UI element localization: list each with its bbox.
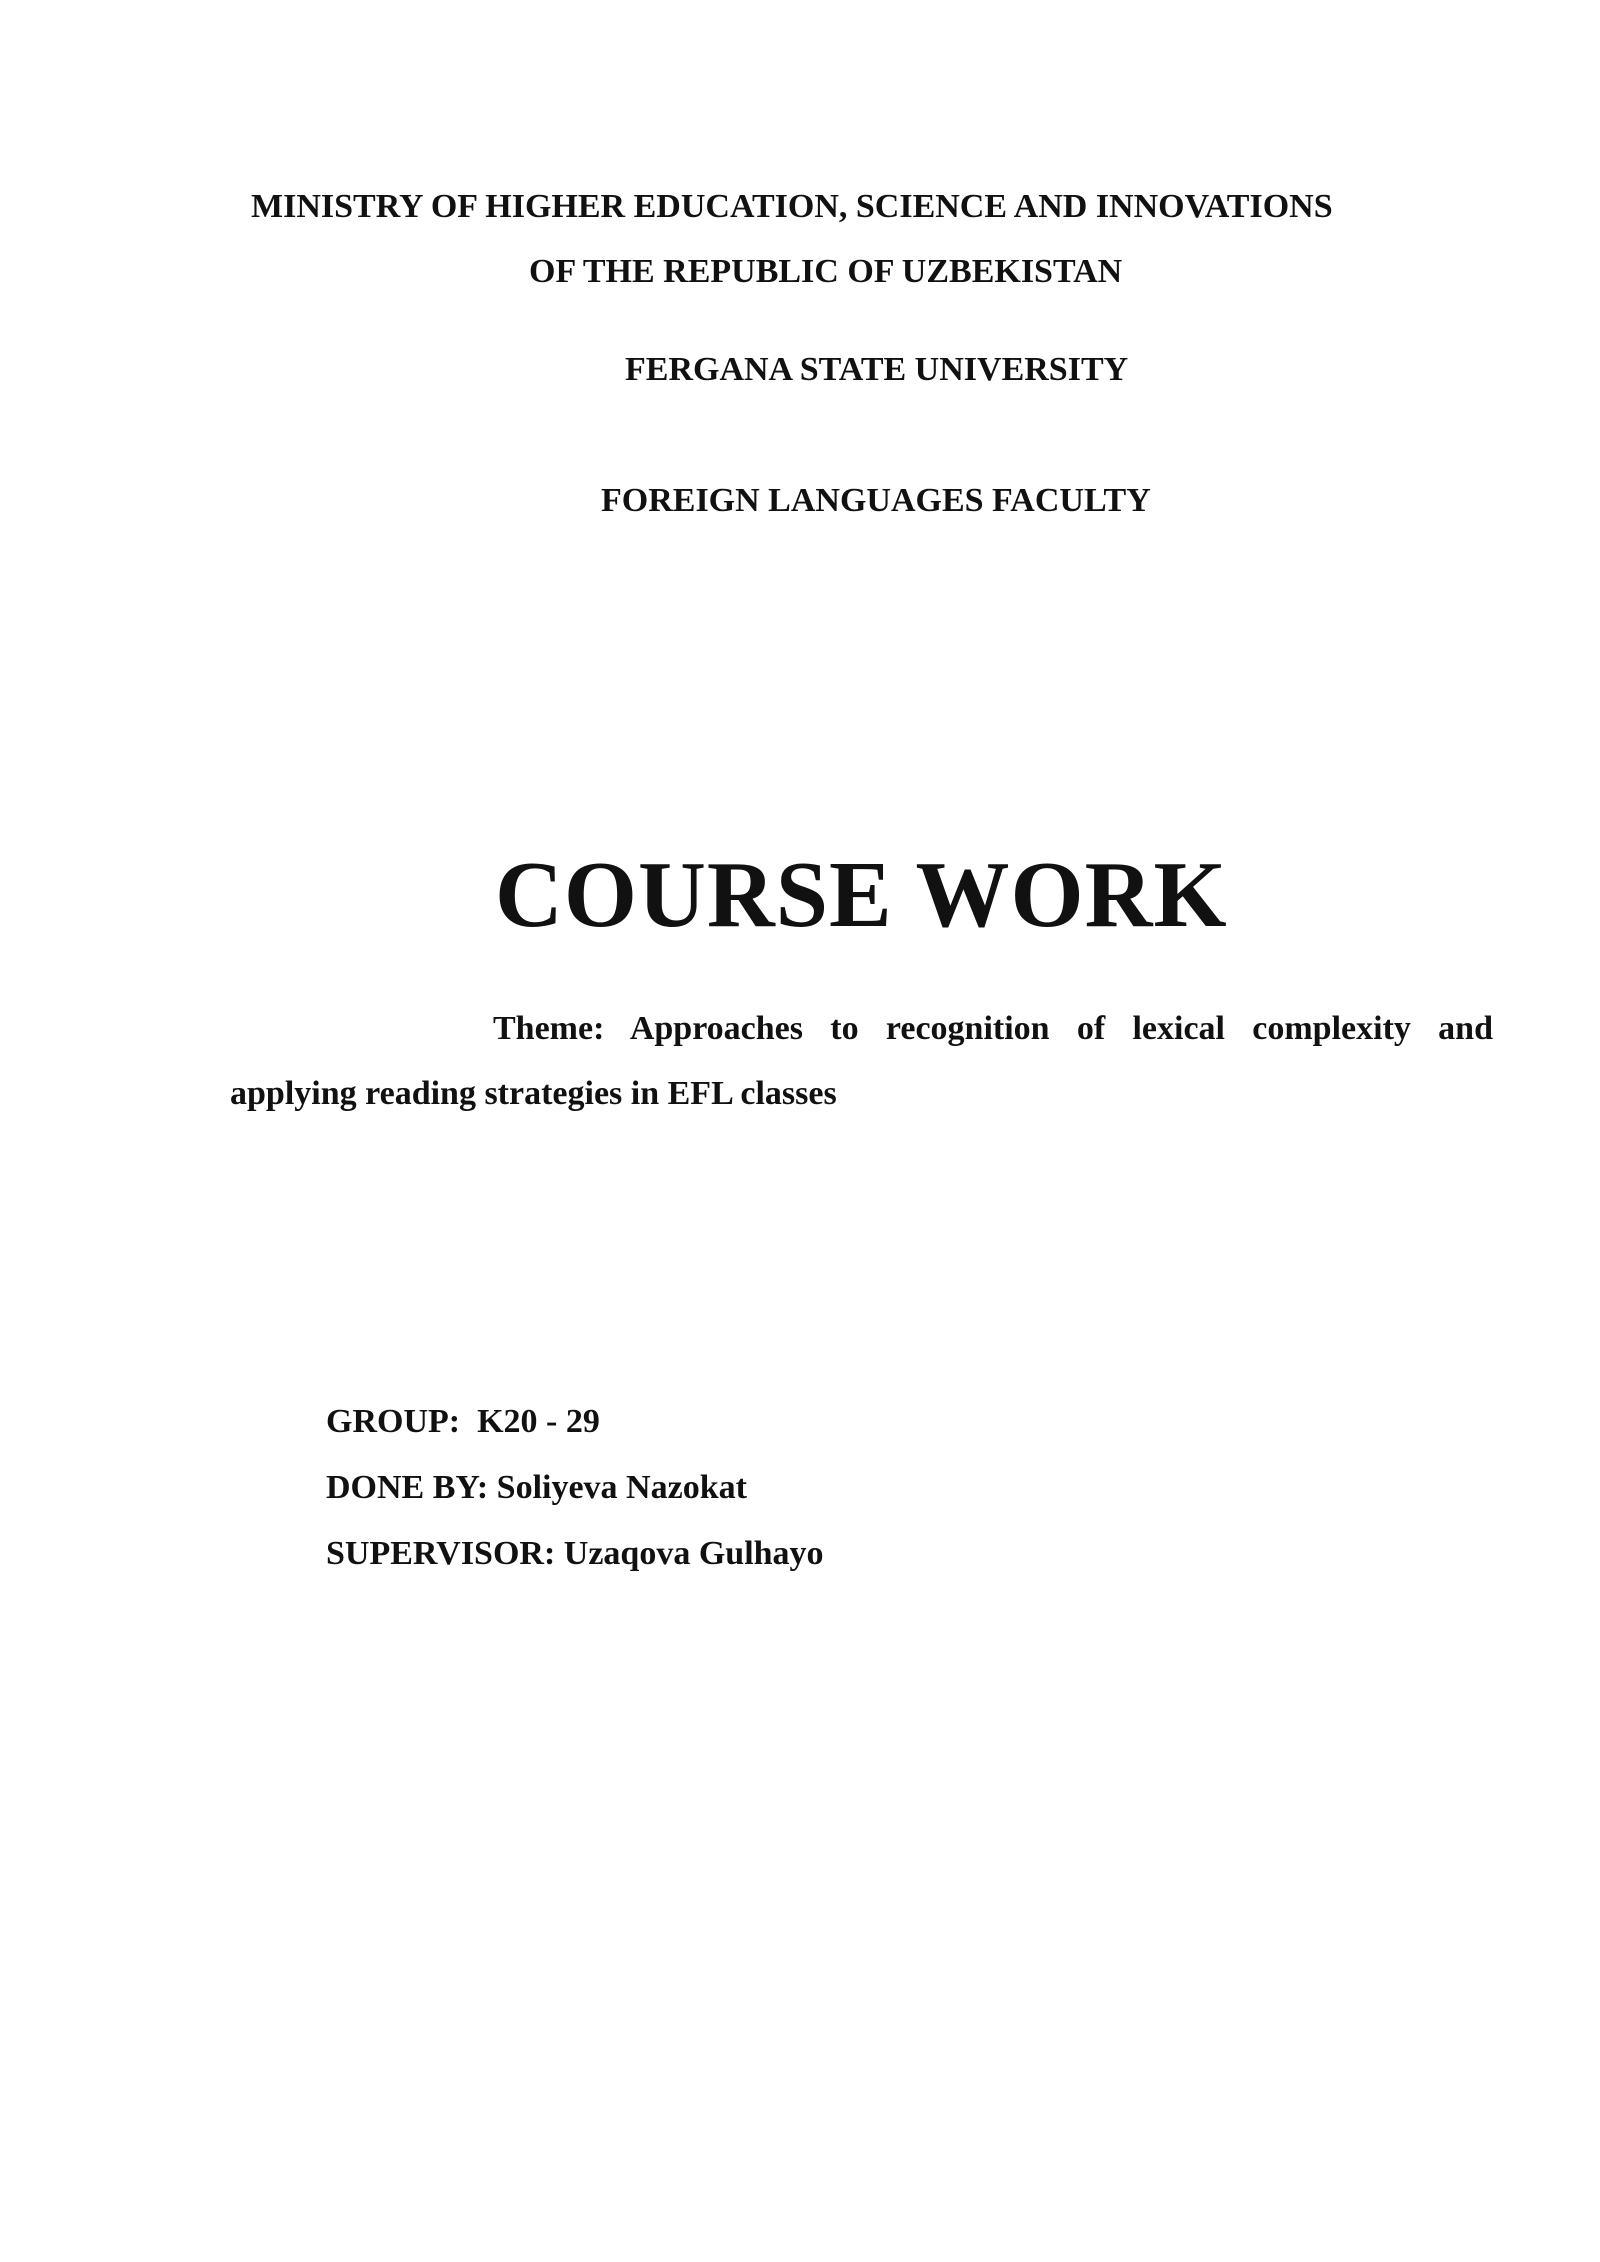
theme-line-2: applying reading strategies in EFL classes bbox=[230, 1075, 837, 1112]
author-info: DONE BY: Soliyeva Nazokat bbox=[326, 1469, 747, 1506]
faculty-name: FOREIGN LANGUAGES FACULTY bbox=[601, 482, 1151, 519]
theme-line-1: Theme: Approaches to recognition of lexical complexity and bbox=[493, 1010, 1493, 1047]
ministry-heading-line1: MINISTRY OF HIGHER EDUCATION, SCIENCE AND INNOVATIONS bbox=[251, 188, 1333, 225]
group-info: GROUP: K20 - 29 bbox=[326, 1403, 600, 1440]
document-title: COURSE WORK bbox=[495, 843, 1228, 947]
university-name: FERGANA STATE UNIVERSITY bbox=[625, 351, 1129, 388]
supervisor-info: SUPERVISOR: Uzaqova Gulhayo bbox=[326, 1535, 824, 1572]
ministry-heading-line2: OF THE REPUBLIC OF UZBEKISTAN bbox=[529, 253, 1123, 290]
